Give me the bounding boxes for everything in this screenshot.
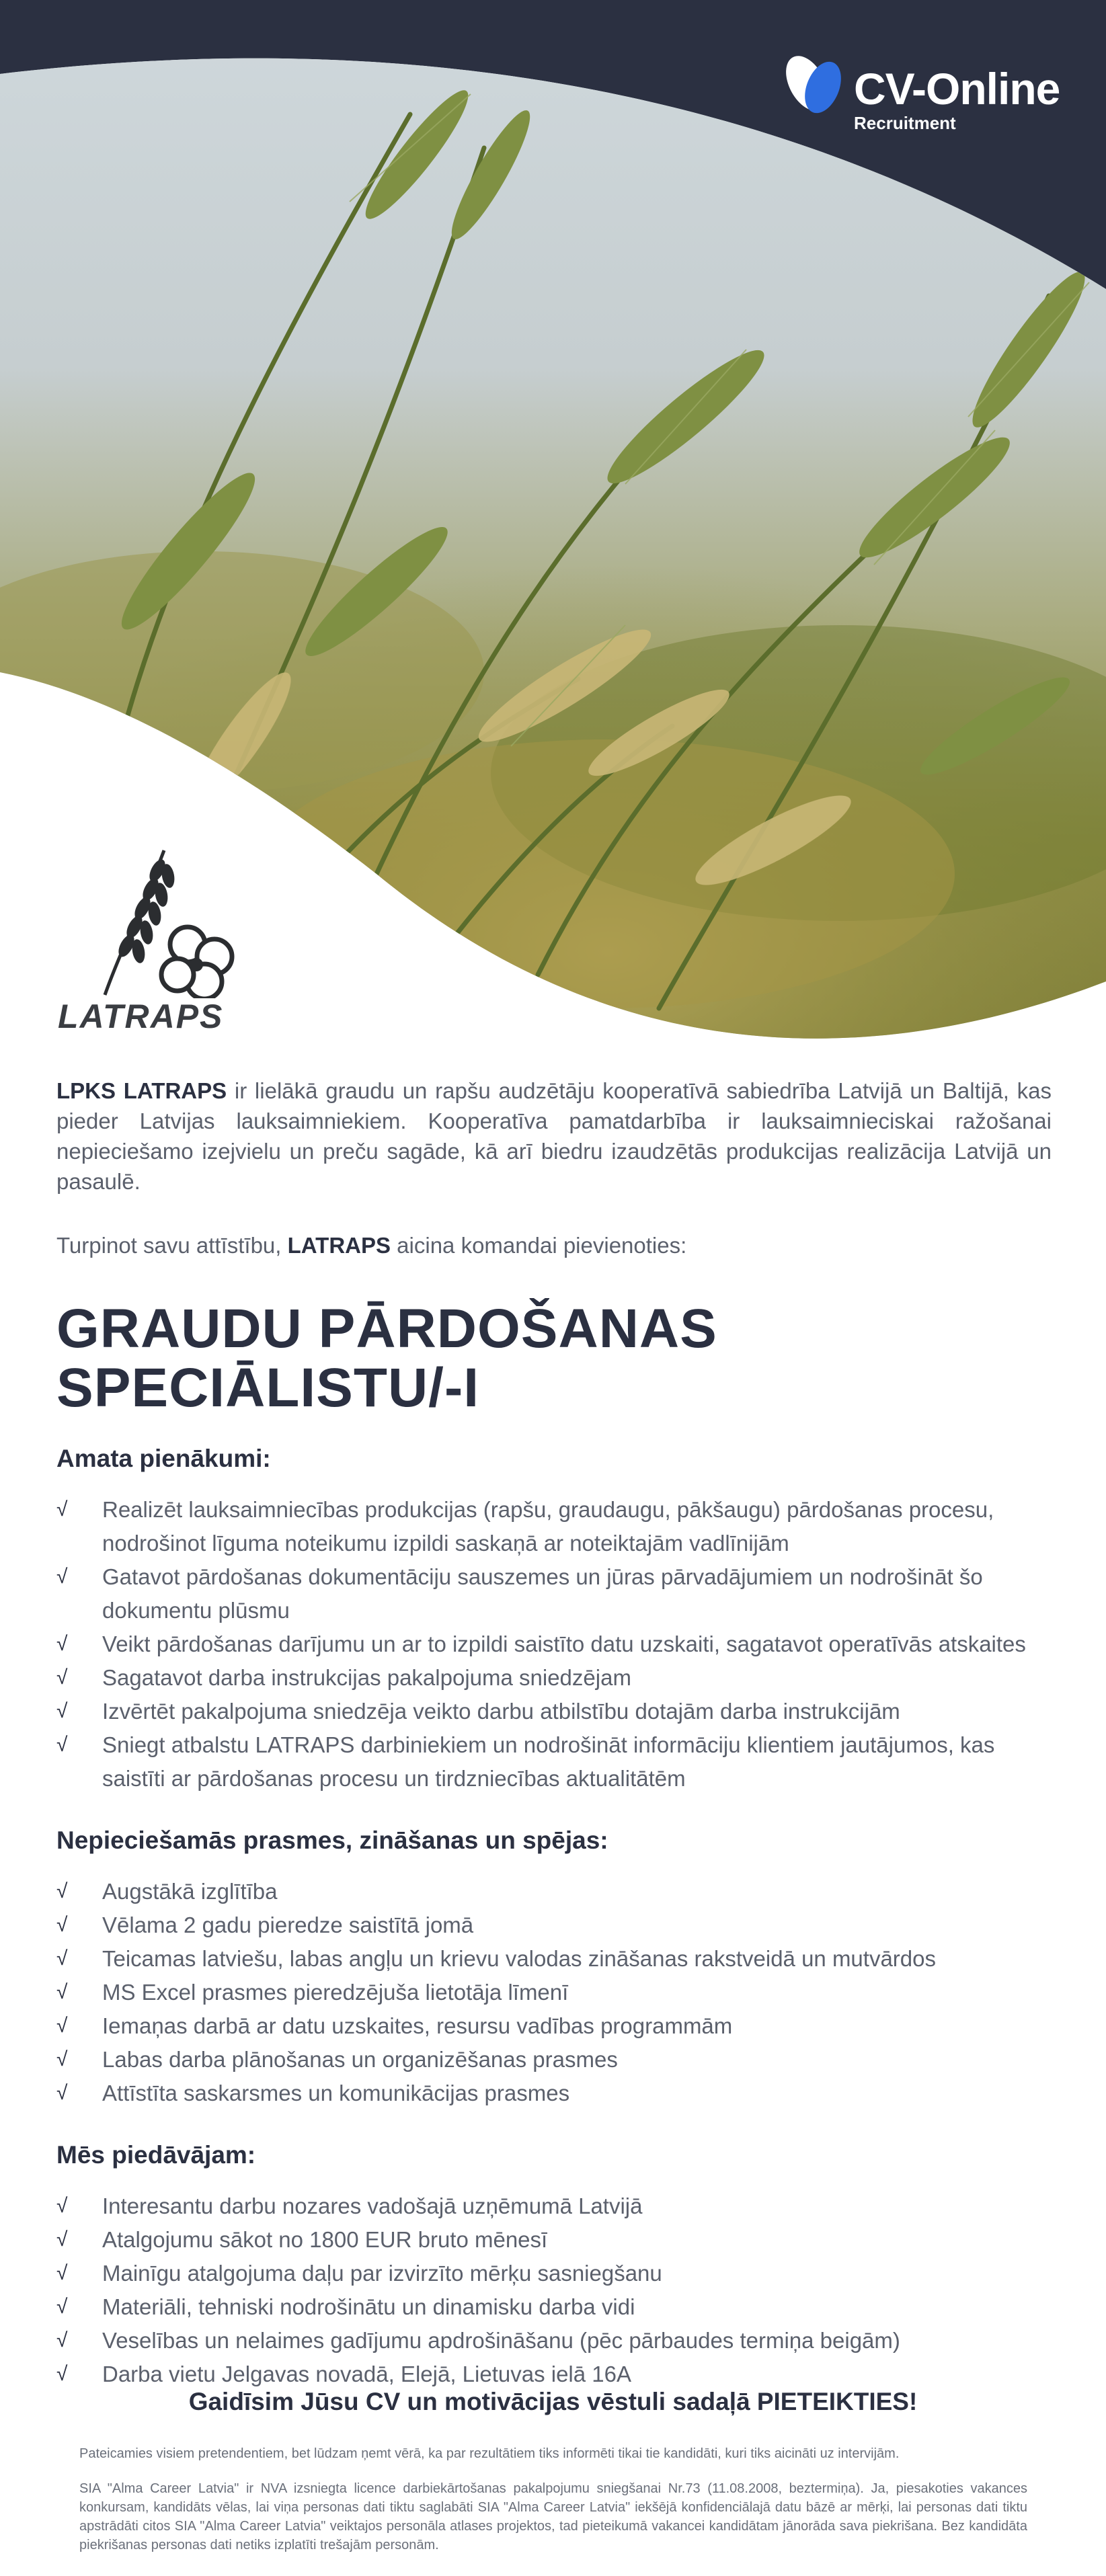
job-description: [56, 1076, 1052, 2391]
list-item: [56, 1661, 1052, 1695]
check-icon: √: [56, 1498, 68, 1521]
cv-online-brand: [781, 48, 1064, 143]
cv-online-logo-icon: [781, 48, 855, 122]
list-item-text: Veikt pārdošanas darījumu un ar to izpildi saistīto datu uzskaiti, sagatavot operatīvās atskaites: [102, 1632, 1026, 1656]
list-item: [56, 1493, 1052, 1560]
list-item: [56, 2043, 1052, 2077]
list-item: [56, 2077, 1052, 2110]
list-item-text: Gatavot pārdošanas dokumentāciju sauszemes un jūras pārvadājumiem un nodrošināt šo dokumentu plūsmu: [102, 1564, 983, 1623]
list-item-text: Vēlama 2 gadu pieredze saistītā jomā: [102, 1913, 474, 1937]
latraps-logo: [56, 844, 251, 1039]
list-item-text: Materiāli, tehniski nodrošinātu un dinamisku darba vidi: [102, 2294, 635, 2319]
list-item: [56, 1695, 1052, 1728]
check-icon: √: [56, 1633, 68, 1655]
list-item-text: MS Excel prasmes pieredzējuša lietotāja līmenī: [102, 1980, 569, 2005]
list-item: [56, 1976, 1052, 2009]
job-title-line-2: SPECIĀLISTU/-I: [56, 1357, 480, 1418]
list-item: [56, 2257, 1052, 2290]
check-icon: √: [56, 2015, 68, 2037]
duties-list: [56, 1493, 1052, 1796]
check-icon: √: [56, 2048, 68, 2070]
list-item: [56, 1560, 1052, 1627]
list-item-text: Darba vietu Jelgavas novadā, Elejā, Lietuvas ielā 16A: [102, 2362, 631, 2386]
list-item: [56, 1728, 1052, 1796]
invite-company: LATRAPS: [287, 1233, 391, 1258]
hero-banner: [0, 0, 1106, 1049]
list-item-text: Interesantu darbu nozares vadošajā uzņēmumā Latvijā: [102, 2193, 643, 2218]
list-item: [56, 2324, 1052, 2358]
list-item-text: Sniegt atbalstu LATRAPS darbiniekiem un nodrošināt informāciju klientiem jautājumos, kas saistīti ar pārdošanas procesu un tirdzniecības aktualitātēm: [102, 1732, 995, 1791]
check-icon: √: [56, 2363, 68, 2385]
list-item: [56, 2009, 1052, 2043]
brand-tagline: Recruitment: [854, 113, 956, 133]
company-logo-name: LATRAPS: [58, 998, 224, 1035]
list-item-text: Mainīgu atalgojuma daļu par izvirzīto mērķu sasniegšanu: [102, 2261, 662, 2286]
brand-name: CV-Online: [854, 64, 1060, 114]
check-icon: √: [56, 2262, 68, 2284]
disclaimer-results: Pateicamies visiem pretendentiem, bet lūdzam ņemt vērā, ka par rezultātiem tiks informēti tikai tie kandidāti, kuri tiks aicināti uz intervijām.: [79, 2446, 900, 2461]
wheat-and-rapeseed-flower-icon: [56, 844, 251, 998]
list-item-text: Iemaņas darbā ar datu uzskaites, resursu vadības programmām: [102, 2013, 733, 2038]
list-item-text: Labas darba plānošanas un organizēšanas prasmes: [102, 2047, 618, 2072]
offer-list: [56, 2189, 1052, 2391]
duties-title: Amata pienākumi:: [56, 1445, 271, 1472]
list-item: [56, 2290, 1052, 2324]
apply-call-to-action: Gaidīsim Jūsu CV un motivācijas vēstuli sadaļā PIETEIKTIES!: [188, 2388, 918, 2415]
check-icon: √: [56, 1914, 68, 1936]
list-item-text: Veselības un nelaimes gadījumu apdrošināšanu (pēc pārbaudes termiņa beigām): [102, 2328, 900, 2353]
list-item: [56, 2358, 1052, 2391]
intro-paragraph: [56, 1076, 1052, 1197]
skills-title: Nepieciešamās prasmes, zināšanas un spējas:: [56, 1826, 608, 1854]
check-icon: √: [56, 1981, 68, 2003]
check-icon: √: [56, 1734, 68, 1756]
list-item: [56, 1875, 1052, 1908]
check-icon: √: [56, 2082, 68, 2104]
job-title-line-1: GRAUDU PĀRDOŠANAS: [56, 1298, 717, 1359]
offer-title: Mēs piedāvājam:: [56, 2141, 256, 2169]
disclaimer-privacy: SIA "Alma Career Latvia" ir NVA izsniegta licence darbiekārtošanas pakalpojumu sniegšanai Nr.73 (11.08.2008, beztermiņa). Ja, piesakoties vakances konkursam, kandidāts vēlas, lai viņa personas dati tiktu saglabāti SIA "Alma Career Latvia" iekšējā konfidenciālajā datu bāzē ar mērķi, lai personas dati tiktu apstrādāti citos SIA "Alma Career Latvia" veiktajos personāla atlases projektos, tad pieteikumā vakancei kandidātam jānorāda sava piekrišana. Bez kandidāta piekrišanas personas dati netiks izplatīti trešajām personām.: [79, 2481, 1027, 2552]
invite-paragraph: [56, 1230, 1052, 1260]
list-item-text: Atalgojumu sākot no 1800 EUR bruto mēnesī: [102, 2227, 548, 2252]
check-icon: √: [56, 1666, 68, 1689]
list-item-text: Attīstīta saskarsmes un komunikācijas prasmes: [102, 2081, 570, 2105]
check-icon: √: [56, 2228, 68, 2251]
list-item-text: Izvērtēt pakalpojuma sniedzēja veikto darbu atbilstību dotajām darba instrukcijām: [102, 1699, 900, 1724]
list-item: [56, 1627, 1052, 1661]
check-icon: √: [56, 1566, 68, 1588]
list-item-text: Teicamas latviešu, labas angļu un krievu valodas zināšanas rakstveidā un mutvārdos: [102, 1946, 936, 1971]
list-item-text: Realizēt lauksaimniecības produkcijas (rapšu, graudaugu, pākšaugu) pārdošanas procesu, nodrošinot līguma noteikumu izpildi saskaņā ar noteiktajām vadlīnijām: [102, 1497, 994, 1556]
invite-before: Turpinot savu attīstību,: [56, 1233, 288, 1258]
check-icon: √: [56, 1700, 68, 1722]
list-item-text: Augstākā izglītība: [102, 1879, 278, 1904]
check-icon: √: [56, 2195, 68, 2217]
list-item: [56, 1908, 1052, 1942]
list-item: [56, 2223, 1052, 2257]
job-title: [56, 1299, 1052, 1418]
check-icon: √: [56, 1947, 68, 1970]
list-item: [56, 2189, 1052, 2223]
check-icon: √: [56, 2296, 68, 2318]
invite-after: aicina komandai pievienoties:: [391, 1233, 687, 1258]
list-item: [56, 1942, 1052, 1976]
intro-company-name: LPKS LATRAPS: [56, 1078, 227, 1103]
intro-text: ir lielākā graudu un rapšu audzētāju kooperatīvā sabiedrība Latvijā un Baltijā, kas pieder Latvijas lauksaimniekiem. Kooperatīva pamatdarbība ir lauksaimnieciskai ražošanai nepieciešamo izejvielu un preču sagāde, kā arī biedru izaudzētās produkcijas realizācija Latvijā un pasaulē.: [56, 1078, 1052, 1194]
list-item-text: Sagatavot darba instrukcijas pakalpojuma sniedzējam: [102, 1665, 631, 1690]
check-icon: √: [56, 2329, 68, 2351]
check-icon: √: [56, 1880, 68, 1902]
skills-list: [56, 1875, 1052, 2110]
